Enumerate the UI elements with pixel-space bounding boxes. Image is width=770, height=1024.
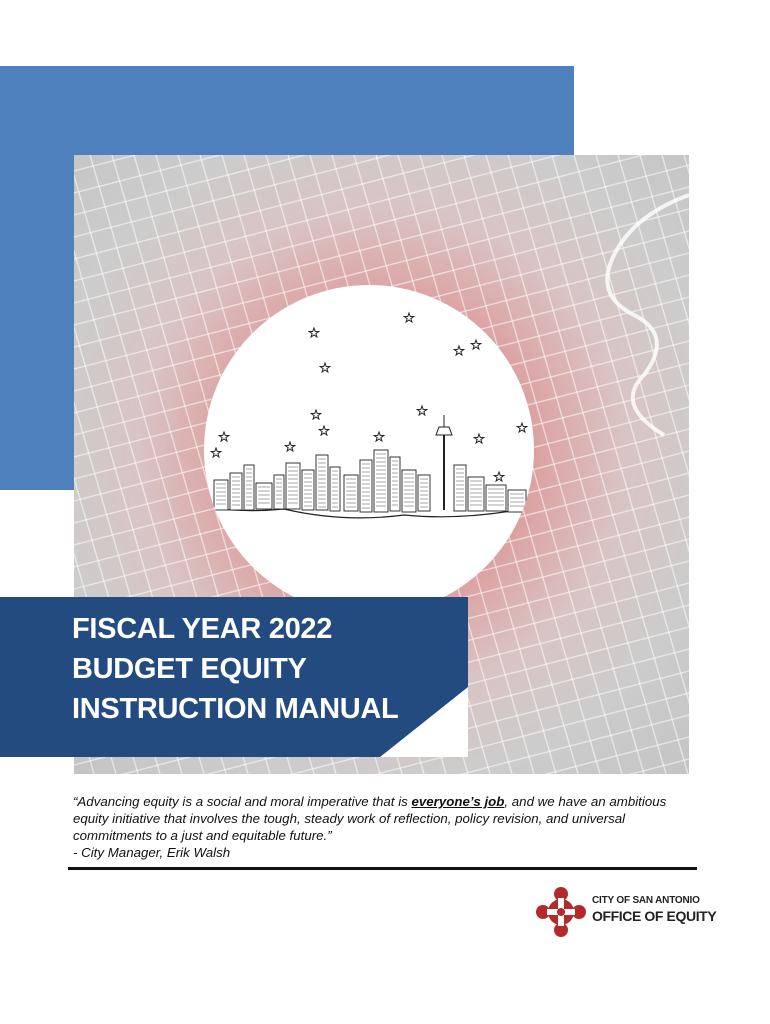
mission-cross-seal-icon	[535, 886, 587, 938]
title-banner	[0, 597, 468, 757]
quote-emphasis: everyone’s job	[411, 794, 505, 809]
quote-text-end: , and we have an ambitious equity initiative that involves the tough, steady work of reflection, policy revision, and universal commitments to a just and equitable future.”	[73, 794, 667, 843]
office-of-equity-logo	[535, 886, 717, 938]
title-line-3: INSTRUCTION MANUAL	[72, 693, 399, 725]
logo-city-name: CITY OF SAN ANTONIO	[592, 895, 700, 906]
city-manager-quote	[73, 793, 693, 861]
divider-rule	[68, 867, 697, 870]
skyline-illustration	[204, 285, 534, 615]
title-line-1: FISCAL YEAR 2022	[72, 613, 333, 645]
quote-attribution: - City Manager, Erik Walsh	[73, 845, 231, 860]
logo-office-name: OFFICE OF EQUITY	[592, 908, 717, 924]
san-antonio-skyline-drawing	[204, 285, 534, 615]
quote-text-start: “Advancing equity is a social and moral imperative that is	[73, 794, 412, 809]
title-line-2: BUDGET EQUITY	[72, 653, 307, 685]
